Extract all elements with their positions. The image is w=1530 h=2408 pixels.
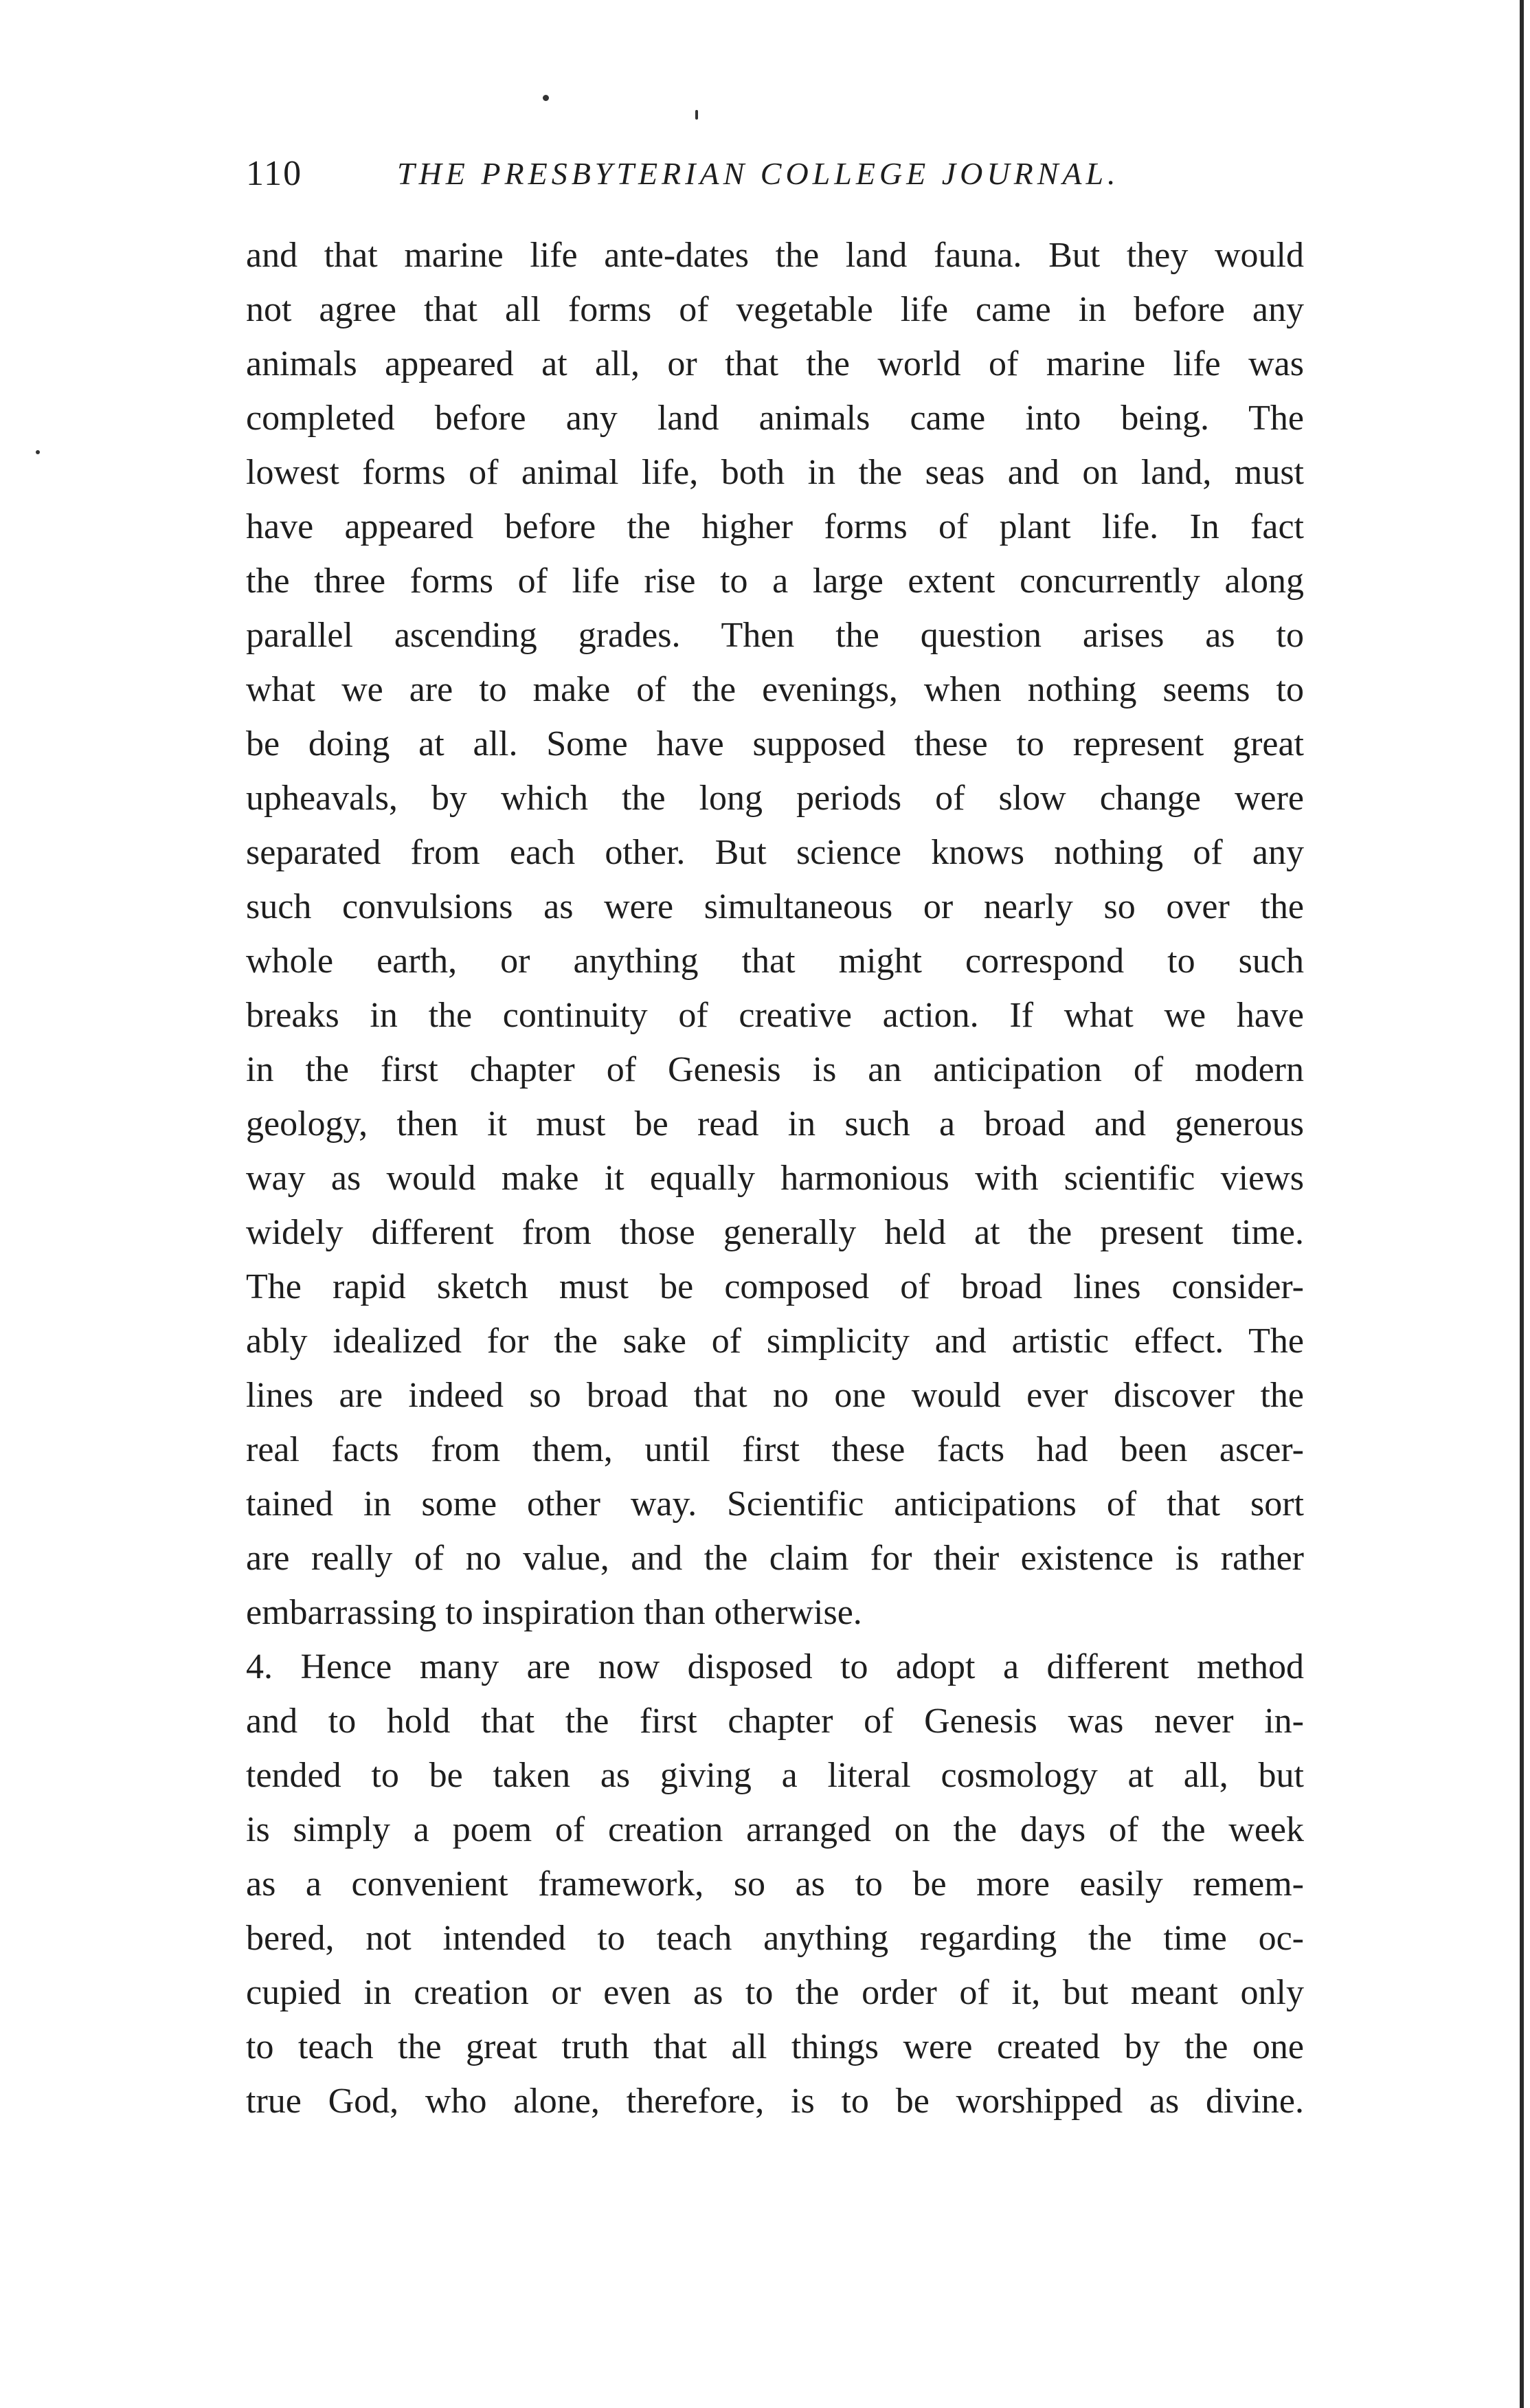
- text-line: bered, not intended to teach anything regarding the time oc-: [246, 1919, 1304, 1958]
- text-line: tended to be taken as giving a literal cosmology at all, but: [246, 1756, 1304, 1795]
- text-line: embarrassing to inspiration than otherwise.: [246, 1593, 862, 1632]
- text-line: widely different from those generally held at the present time.: [246, 1213, 1304, 1252]
- running-head: [246, 150, 1304, 198]
- text-line: geology, then it must be read in such a broad and generous: [246, 1104, 1304, 1144]
- text-line: 4. Hence many are now disposed to adopt a different method: [246, 1647, 1304, 1686]
- body-text: [246, 228, 1304, 2128]
- text-line: what we are to make of the evenings, when nothing seems to: [246, 670, 1304, 709]
- paragraph-2: [246, 1640, 1304, 2128]
- text-line: be doing at all. Some have supposed these to represent great: [246, 724, 1304, 763]
- page-number: 110: [246, 154, 303, 193]
- page-edge-border: [1520, 0, 1524, 2408]
- text-line: animals appeared at all, or that the world of marine life was: [246, 344, 1304, 383]
- text-line: cupied in creation or even as to the order of it, but meant only: [246, 1973, 1304, 2012]
- text-line: and that marine life ante-dates the land fauna. But they would: [246, 236, 1304, 275]
- scan-speck: [36, 450, 40, 454]
- text-line: lines are indeed so broad that no one would ever discover the: [246, 1376, 1304, 1415]
- text-line: ably idealized for the sake of simplicity and artistic effect. The: [246, 1322, 1304, 1361]
- text-line: and to hold that the first chapter of Genesis was never in-: [246, 1702, 1304, 1741]
- journal-title: THE PRESBYTERIAN COLLEGE JOURNAL.: [397, 156, 1120, 191]
- text-line: separated from each other. But science knows nothing of any: [246, 833, 1304, 872]
- text-line: in the first chapter of Genesis is an anticipation of modern: [246, 1050, 1304, 1089]
- scan-speck: [543, 95, 549, 101]
- text-line: are really of no value, and the claim for their existence is rather: [246, 1539, 1304, 1578]
- text-line: the three forms of life rise to a large extent concurrently along: [246, 561, 1304, 601]
- text-line: way as would make it equally harmonious with scientific views: [246, 1159, 1304, 1198]
- text-line: breaks in the continuity of creative action. If what we have: [246, 996, 1304, 1035]
- text-line: as a convenient framework, so as to be more easily remem-: [246, 1864, 1304, 1904]
- paragraph-1: [246, 228, 1304, 1640]
- text-line: The rapid sketch must be composed of broad lines consider-: [246, 1267, 1304, 1306]
- text-line: to teach the great truth that all things were created by the one: [246, 2027, 1304, 2066]
- text-line: completed before any land animals came into being. The: [246, 399, 1304, 438]
- text-line: real facts from them, until first these facts had been ascer-: [246, 1430, 1304, 1469]
- text-line: parallel ascending grades. Then the question arises as to: [246, 616, 1304, 655]
- text-line: not agree that all forms of vegetable life came in before any: [246, 290, 1304, 329]
- text-line: upheavals, by which the long periods of slow change were: [246, 779, 1304, 818]
- text-line: such convulsions as were simultaneous or nearly so over the: [246, 887, 1304, 926]
- text-line: have appeared before the higher forms of plant life. In fact: [246, 507, 1304, 546]
- text-line: whole earth, or anything that might correspond to such: [246, 941, 1304, 981]
- scan-speck: [695, 110, 698, 120]
- text-line: tained in some other way. Scientific anticipations of that sort: [246, 1484, 1304, 1524]
- text-line: true God, who alone, therefore, is to be worshipped as divine.: [246, 2082, 1304, 2121]
- text-line: lowest forms of animal life, both in the seas and on land, must: [246, 453, 1304, 492]
- text-line: is simply a poem of creation arranged on the days of the week: [246, 1810, 1304, 1849]
